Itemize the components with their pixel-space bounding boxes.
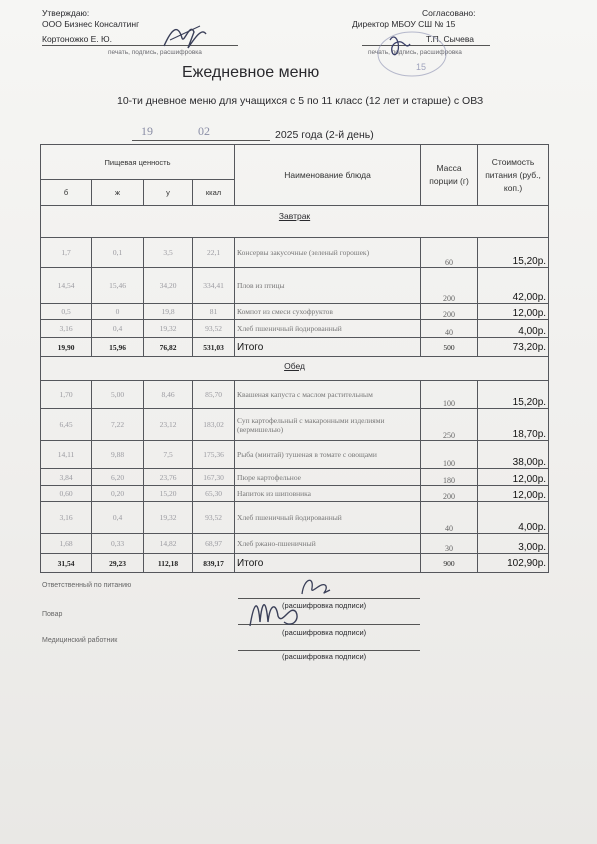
nutrient-u-cell: 8,46 bbox=[144, 381, 193, 409]
nutrient-zh-cell: 7,22 bbox=[92, 409, 144, 441]
kcal-cell: 175,36 bbox=[193, 441, 235, 469]
nutrient-zh-cell: 0,33 bbox=[92, 534, 144, 554]
nutrient-zh-cell: 0,1 bbox=[92, 238, 144, 268]
nutrition-group-header: Пищевая ценность bbox=[41, 145, 235, 180]
kcal-cell: 93,52 bbox=[193, 320, 235, 338]
total-kcal-cell: 531,03 bbox=[193, 338, 235, 357]
menu-row bbox=[41, 304, 549, 320]
date-day: 19 bbox=[141, 124, 153, 138]
total-b-cell: 31,54 bbox=[41, 554, 92, 573]
total-row bbox=[41, 338, 549, 357]
kcal-cell: 22,1 bbox=[193, 238, 235, 268]
cost-cell: 38,00р. bbox=[478, 441, 549, 469]
dish-name-cell: Пюре картофельное bbox=[235, 469, 421, 486]
kcal-cell: 68,97 bbox=[193, 534, 235, 554]
nutrient-b-cell: 3,84 bbox=[41, 469, 92, 486]
cost-cell: 4,00р. bbox=[478, 320, 549, 338]
dish-name-cell: Суп картофельный с макаронными изделиями (вермишелью) bbox=[235, 409, 421, 441]
cost-cell: 12,00р. bbox=[478, 304, 549, 320]
total-b-cell: 19,90 bbox=[41, 338, 92, 357]
approve-label: Утверждаю: bbox=[42, 8, 90, 18]
menu-row bbox=[41, 409, 549, 441]
page-title: Ежедневное меню bbox=[182, 64, 320, 81]
nutrient-zh-cell: 9,88 bbox=[92, 441, 144, 469]
approve-caption: печать, подпись, расшифровка bbox=[108, 49, 202, 56]
responsible-caption: (расшифровка подписи) bbox=[282, 601, 367, 610]
approve-name: Кортоножко Е. Ю. bbox=[42, 34, 113, 44]
medic-caption: (расшифровка подписи) bbox=[282, 652, 367, 661]
nutrient-b-cell: 0,60 bbox=[41, 486, 92, 502]
cost-cell: 3,00р. bbox=[478, 534, 549, 554]
nutrient-b-cell: 14,54 bbox=[41, 268, 92, 304]
mass-cell: 100 bbox=[421, 381, 478, 409]
total-kcal-cell: 839,17 bbox=[193, 554, 235, 573]
dish-name-cell: Компот из смеси сухофруктов bbox=[235, 304, 421, 320]
menu-row bbox=[41, 469, 549, 486]
nutrient-b-cell: 0,5 bbox=[41, 304, 92, 320]
total-zh-cell: 15,96 bbox=[92, 338, 144, 357]
date-year: 2025 года (2-й день) bbox=[275, 129, 374, 141]
nutrient-zh-cell: 5,00 bbox=[92, 381, 144, 409]
cost-cell: 4,00р. bbox=[478, 502, 549, 534]
mass-cell: 60 bbox=[421, 238, 478, 268]
cost-header: Стоимость питания (руб., коп.) bbox=[478, 145, 549, 206]
mass-cell: 200 bbox=[421, 268, 478, 304]
nutrient-zh-cell: 0 bbox=[92, 304, 144, 320]
date-month: 02 bbox=[198, 124, 210, 138]
cost-cell: 15,20р. bbox=[478, 238, 549, 268]
col-kcal: ккал bbox=[193, 180, 235, 206]
mass-cell: 180 bbox=[421, 469, 478, 486]
mass-cell: 100 bbox=[421, 441, 478, 469]
nutrient-u-cell: 7,5 bbox=[144, 441, 193, 469]
total-name-cell: Итого bbox=[235, 338, 421, 357]
nutrient-u-cell: 14,82 bbox=[144, 534, 193, 554]
total-mass-cell: 900 bbox=[421, 554, 478, 573]
nutrient-b-cell: 3,16 bbox=[41, 502, 92, 534]
mass-cell: 200 bbox=[421, 304, 478, 320]
mass-cell: 200 bbox=[421, 486, 478, 502]
menu-row bbox=[41, 381, 549, 409]
name-header: Наименование блюда bbox=[235, 145, 421, 206]
cook-caption: (расшифровка подписи) bbox=[282, 628, 367, 637]
agree-name: Т.П. Сычева bbox=[426, 34, 474, 44]
total-name-cell: Итого bbox=[235, 554, 421, 573]
menu-row bbox=[41, 238, 549, 268]
menu-row bbox=[41, 486, 549, 502]
dish-name-cell: Напиток из шиповника bbox=[235, 486, 421, 502]
dish-name-cell: Рыба (минтай) тушеная в томате с овощами bbox=[235, 441, 421, 469]
total-u-cell: 112,18 bbox=[144, 554, 193, 573]
nutrient-zh-cell: 6,20 bbox=[92, 469, 144, 486]
nutrient-b-cell: 14,11 bbox=[41, 441, 92, 469]
breakfast-rows bbox=[41, 238, 549, 357]
svg-text:15: 15 bbox=[416, 62, 427, 72]
cost-cell: 15,20р. bbox=[478, 381, 549, 409]
total-u-cell: 76,82 bbox=[144, 338, 193, 357]
agree-caption: печать, подпись, расшифровка bbox=[368, 49, 462, 56]
nutrient-zh-cell: 0,4 bbox=[92, 320, 144, 338]
menu-row bbox=[41, 268, 549, 304]
nutrient-b-cell: 1,70 bbox=[41, 381, 92, 409]
nutrient-u-cell: 19,32 bbox=[144, 502, 193, 534]
nutrient-u-cell: 3,5 bbox=[144, 238, 193, 268]
total-row bbox=[41, 554, 549, 573]
mass-cell: 40 bbox=[421, 320, 478, 338]
nutrient-b-cell: 3,16 bbox=[41, 320, 92, 338]
nutrient-zh-cell: 15,46 bbox=[92, 268, 144, 304]
dish-name-cell: Плов из птицы bbox=[235, 268, 421, 304]
menu-row bbox=[41, 441, 549, 469]
kcal-cell: 81 bbox=[193, 304, 235, 320]
mass-header: Масса порции (г) bbox=[421, 145, 478, 206]
school-stamp bbox=[370, 26, 454, 80]
medic-label: Медицинский работник bbox=[42, 637, 118, 644]
menu-row bbox=[41, 502, 549, 534]
col-zh: ж bbox=[92, 180, 144, 206]
nutrient-zh-cell: 0,4 bbox=[92, 502, 144, 534]
nutrient-u-cell: 19,32 bbox=[144, 320, 193, 338]
dish-name-cell: Хлеб ржано-пшеничный bbox=[235, 534, 421, 554]
cook-label: Повар bbox=[42, 611, 63, 618]
cost-cell: 12,00р. bbox=[478, 469, 549, 486]
menu-row bbox=[41, 534, 549, 554]
lunch-title: Обед bbox=[41, 357, 549, 375]
dish-name-cell: Хлеб пшеничный йодированный bbox=[235, 502, 421, 534]
nutrient-u-cell: 15,20 bbox=[144, 486, 193, 502]
cook-signature bbox=[244, 592, 308, 636]
nutrient-b-cell: 1,7 bbox=[41, 238, 92, 268]
total-zh-cell: 29,23 bbox=[92, 554, 144, 573]
kcal-cell: 65,30 bbox=[193, 486, 235, 502]
lunch-rows bbox=[41, 381, 549, 573]
nutrient-b-cell: 1,68 bbox=[41, 534, 92, 554]
agree-label: Согласовано: bbox=[422, 8, 476, 18]
breakfast-title: Завтрак bbox=[41, 206, 549, 226]
dish-name-cell: Хлеб пшеничный йодированный bbox=[235, 320, 421, 338]
kcal-cell: 334,41 bbox=[193, 268, 235, 304]
nutrient-u-cell: 34,20 bbox=[144, 268, 193, 304]
nutrient-b-cell: 6,45 bbox=[41, 409, 92, 441]
col-b: б bbox=[41, 180, 92, 206]
col-u: у bbox=[144, 180, 193, 206]
left-signature bbox=[160, 18, 210, 52]
cost-cell: 42,00р. bbox=[478, 268, 549, 304]
nutrient-u-cell: 23,12 bbox=[144, 409, 193, 441]
nutrient-u-cell: 19,8 bbox=[144, 304, 193, 320]
mass-cell: 30 bbox=[421, 534, 478, 554]
total-mass-cell: 500 bbox=[421, 338, 478, 357]
nutrient-zh-cell: 0,20 bbox=[92, 486, 144, 502]
kcal-cell: 85,70 bbox=[193, 381, 235, 409]
menu-table bbox=[40, 144, 549, 573]
kcal-cell: 93,52 bbox=[193, 502, 235, 534]
cost-cell: 12,00р. bbox=[478, 486, 549, 502]
page-subtitle: 10-ти дневное меню для учащихся с 5 по 11 класс (12 лет и старше) с ОВЗ bbox=[117, 95, 484, 107]
approve-org: ООО Бизнес Консалтинг bbox=[42, 19, 140, 29]
total-cost-cell: 102,90р. bbox=[478, 554, 549, 573]
responsible-label: Ответственный по питанию bbox=[42, 582, 132, 589]
kcal-cell: 167,30 bbox=[193, 469, 235, 486]
cost-cell: 18,70р. bbox=[478, 409, 549, 441]
dish-name-cell: Консервы закусочные (зеленый горошек) bbox=[235, 238, 421, 268]
dish-name-cell: Квашеная капуста с маслом растительным bbox=[235, 381, 421, 409]
kcal-cell: 183,02 bbox=[193, 409, 235, 441]
nutrient-u-cell: 23,76 bbox=[144, 469, 193, 486]
menu-row bbox=[41, 320, 549, 338]
mass-cell: 40 bbox=[421, 502, 478, 534]
mass-cell: 250 bbox=[421, 409, 478, 441]
agree-org: Директор МБОУ СШ № 15 bbox=[352, 19, 456, 29]
total-cost-cell: 73,20р. bbox=[478, 338, 549, 357]
